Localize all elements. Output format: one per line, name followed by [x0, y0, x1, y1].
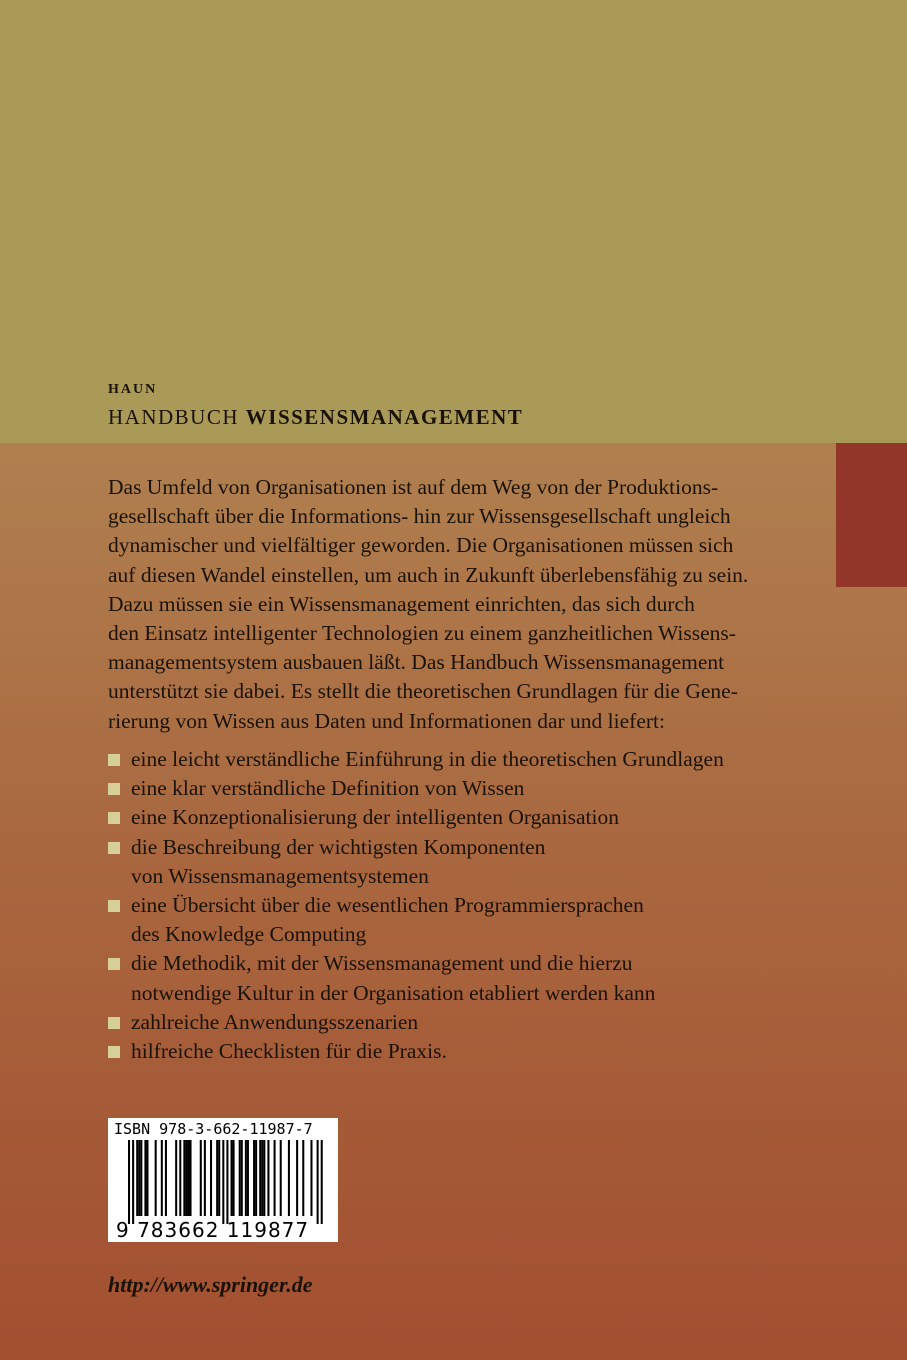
barcode-bar — [200, 1140, 202, 1216]
barcode-bar — [128, 1140, 130, 1224]
barcode-bar — [259, 1140, 261, 1216]
bullet-square-icon — [108, 1046, 120, 1058]
barcode-digits: 9 783662 119877 — [116, 1218, 310, 1242]
bullet-square-icon — [108, 900, 120, 912]
barcode-bar — [183, 1140, 185, 1216]
top-color-panel — [0, 0, 907, 443]
list-item-text: des Knowledge Computing — [131, 922, 367, 947]
barcode-bar — [190, 1140, 192, 1216]
barcode-bar — [288, 1140, 290, 1216]
author-name: HAUN — [108, 382, 158, 397]
barcode-bar — [253, 1140, 255, 1216]
barcode-bar — [218, 1140, 220, 1216]
intro-line: Dazu müssen sie ein Wissensmanagement einrichten, das sich durch — [108, 591, 695, 616]
list-item — [108, 891, 828, 949]
barcode-bar — [321, 1140, 323, 1224]
barcode-bar — [233, 1140, 235, 1216]
barcode-bar — [231, 1140, 233, 1216]
list-item-text: die Beschreibung der wichtigsten Komponenten — [131, 834, 546, 859]
list-item-text: eine Konzeptionalisierung der intelligenten Organisation — [131, 805, 619, 830]
title-bold: WISSENSMANAGEMENT — [245, 405, 524, 429]
barcode-bar — [132, 1140, 134, 1224]
isbn-label: ISBN 978-3-662-11987-7 — [114, 1120, 313, 1138]
list-item-text: eine leicht verständliche Einführung in die theoretischen Grundlagen — [131, 747, 724, 771]
barcode-bar — [144, 1140, 146, 1216]
barcode-bar — [210, 1140, 212, 1216]
isbn-barcode — [108, 1118, 338, 1242]
barcode-bar — [161, 1140, 163, 1216]
barcode-bar — [317, 1140, 319, 1224]
list-item — [108, 745, 828, 774]
bullet-square-icon — [108, 783, 120, 795]
bullet-square-icon — [108, 812, 120, 824]
barcode-bar — [146, 1140, 148, 1216]
intro-line: gesellschaft über die Informations- hin zur Wissensgesellschaft ungleich — [108, 504, 731, 529]
list-item — [108, 803, 828, 832]
barcode-bar — [263, 1140, 265, 1216]
feature-list — [108, 745, 828, 1066]
list-item-text: eine Übersicht über die wesentlichen Programmiersprachen — [131, 893, 644, 918]
barcode-bar — [155, 1140, 157, 1216]
bullet-square-icon — [108, 1017, 120, 1029]
barcode-bar — [138, 1140, 140, 1216]
intro-line: managementsystem ausbauen läßt. Das Handbuch Wissensmanagement — [108, 650, 725, 675]
barcode-bar — [179, 1140, 181, 1216]
barcode-bar — [296, 1140, 298, 1216]
list-item-text: zahlreiche Anwendungsszenarien — [131, 1009, 419, 1034]
barcode-bar — [185, 1140, 187, 1216]
barcode-bar — [222, 1140, 224, 1224]
barcode-bar — [261, 1140, 263, 1216]
barcode-bar — [216, 1140, 218, 1216]
title-regular: HANDBUCH — [108, 405, 240, 429]
intro-line: den Einsatz intelligenter Technologien zu einem ganzheitlichen Wissens- — [108, 621, 736, 646]
intro-line: dynamischer und vielfältiger geworden. Die Organisationen müssen sich — [108, 533, 734, 558]
intro-line: auf diesen Wandel einstellen, um auch in Zukunft überlebensfähig zu sein. — [108, 562, 749, 587]
barcode-bar — [204, 1140, 206, 1216]
list-item — [108, 949, 828, 1007]
barcode-bar — [302, 1140, 304, 1216]
barcode-bar — [136, 1140, 138, 1216]
intro-line: rierung von Wissen aus Daten und Informationen dar und liefert: — [108, 708, 665, 733]
intro-line: unterstützt sie dabei. Es stellt die theoretischen Grundlagen für die Gene- — [108, 679, 738, 704]
barcode-bar — [165, 1140, 167, 1216]
list-item-text: hilfreiche Checklisten für die Praxis. — [131, 1039, 447, 1064]
list-item — [108, 774, 828, 803]
list-item — [108, 1037, 828, 1066]
list-item — [108, 833, 828, 891]
barcode-bar — [274, 1140, 276, 1216]
barcode-bar — [310, 1140, 312, 1216]
barcode-bar — [255, 1140, 257, 1216]
list-item-text: die Methodik, mit der Wissensmanagement und die hierzu — [131, 951, 633, 976]
list-item-text: notwendige Kultur in der Organisation etabliert werden kann — [131, 980, 656, 1005]
bullet-square-icon — [108, 958, 120, 970]
barcode-bar — [239, 1140, 241, 1216]
barcode-bar — [245, 1140, 247, 1216]
barcode-bar — [226, 1140, 228, 1224]
book-title — [108, 405, 523, 430]
list-item-text: eine klar verständliche Definition von Wissen — [131, 776, 525, 801]
accent-block — [836, 443, 907, 587]
barcode-bar — [241, 1140, 243, 1216]
list-item — [108, 1008, 828, 1037]
intro-line: Das Umfeld von Organisationen ist auf dem Weg von der Produktions- — [108, 475, 719, 499]
barcode-bar — [187, 1140, 189, 1216]
publisher-url[interactable]: http://www.springer.de — [108, 1272, 313, 1297]
bullet-square-icon — [108, 842, 120, 854]
barcode-bar — [140, 1140, 142, 1216]
barcode-bar — [247, 1140, 249, 1216]
intro-paragraph — [108, 473, 788, 736]
barcode-bar — [267, 1140, 269, 1216]
barcode-bar — [175, 1140, 177, 1216]
list-item-text: von Wissensmanagementsystemen — [131, 863, 429, 888]
barcode-bar — [280, 1140, 282, 1216]
bullet-square-icon — [108, 754, 120, 766]
